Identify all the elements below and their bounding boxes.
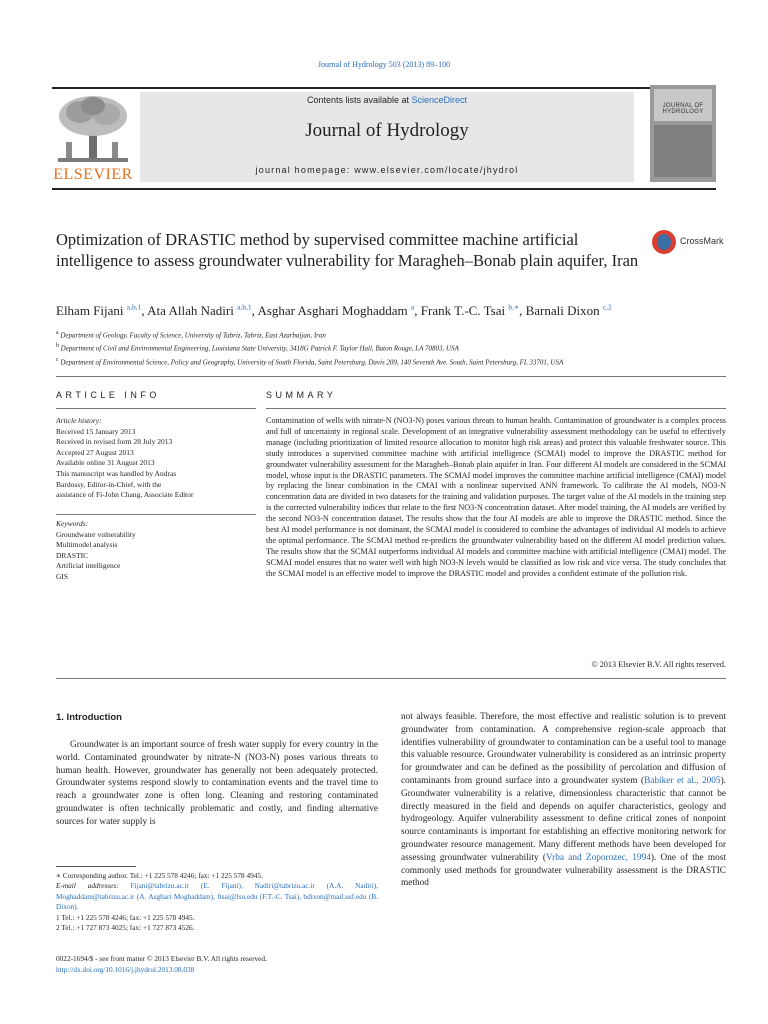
contents-prefix: Contents lists available at xyxy=(306,95,412,105)
history-line: This manuscript was handled by Andras xyxy=(56,468,177,478)
keywords xyxy=(56,519,256,583)
col2-text: not always feasible. Therefore, the most effective and realistic solution is to prevent groundwater from contamination. A comprehensive region-scale approach that identifies vulnerability of groundwater to contamination can be a useful tool to manage this valuable resource. Groundwater vulnerability is considered as an intrinsic property for groundwater and can be defined as the possibility of percolation and diffusion of contaminants from ground surface into a groundwater system ( xyxy=(401,712,726,786)
keyword: Groundwater vulnerability xyxy=(56,529,136,539)
summary-heading: SUMMARY xyxy=(266,390,337,400)
history-line: Accepted 27 August 2013 xyxy=(56,447,134,457)
crossmark-label: CrossMark xyxy=(680,236,724,246)
author-3: Asghar Asghari Moghaddam $^a$, xyxy=(257,303,421,319)
keyword: Multimodel analysis xyxy=(56,540,118,550)
history-line: Received 15 January 2013 xyxy=(56,426,136,436)
affiliations xyxy=(56,328,726,368)
sciencedirect-link[interactable]: ScienceDirect xyxy=(411,95,468,105)
header-bottom-rule xyxy=(52,188,716,190)
body-column-2 xyxy=(401,711,726,890)
journal-citation[interactable]: Journal of Hydrology 503 (2013) 89–100 xyxy=(317,60,451,69)
footnote-1: 1 Tel.: +1 225 578 4246; fax: +1 225 578 4945. xyxy=(56,912,195,922)
footnotes xyxy=(56,871,378,933)
crossmark-icon xyxy=(652,230,676,254)
corresponding-author-note: ∗ Corresponding author. Tel.: +1 225 578 4246; fax: +1 225 578 4945. xyxy=(56,871,263,880)
footnote-2: 2 Tel.: +1 727 873 4025; fax: +1 727 873 4526. xyxy=(56,923,195,933)
article-info-rule xyxy=(56,408,256,409)
history-line: Available online 31 August 2013 xyxy=(56,458,155,468)
history-line: Received in revised form 28 July 2013 xyxy=(56,437,173,447)
keyword: DRASTIC xyxy=(56,550,89,560)
article-history xyxy=(56,416,256,501)
history-line: assistance of Fi-John Chang, Associate Editor xyxy=(56,490,194,500)
keywords-label: Keywords: xyxy=(56,519,89,528)
affiliation-divider xyxy=(56,376,726,377)
section-heading-introduction: 1. Introduction xyxy=(56,712,122,723)
author-2: Ata Allah Nadiri $^{a,b,1}$, xyxy=(147,303,258,319)
affiliation-a: $^a$ Department of Geology, Faculty of Science, University of Tabriz, Tabriz, East Azarbaijan, Iran xyxy=(56,330,326,340)
publisher-logo-text: ELSEVIER xyxy=(53,166,133,183)
email-list[interactable]: Fijani@tabrizu.ac.ir (E. Fijani), Nadiri@tabrizu.ac.ir (A.A. Nadiri), Moghaddam@tabrizu.ac.ir (A. Asghari Moghaddam), ftsai@lsu.edu (F.T.-C. Tsai), bdixon@mail.usf.edu (B. Dixon). xyxy=(56,881,379,912)
article-info-heading: ARTICLE INFO xyxy=(56,390,160,400)
history-label: Article history: xyxy=(56,416,102,425)
citation-link[interactable]: Babiker et al., 2005 xyxy=(644,775,721,786)
author-1: Elham Fijani $^{a,b,1}$, xyxy=(56,303,148,319)
affiliation-c: $^c$ Department of Environmental Science, Policy and Geography, University of South Florida, Saint Petersburg, Davis 209, 140 Seventh Ave. South, Saint Petersburg, FL 33701, USA xyxy=(56,356,564,366)
issn-line: 0022-1694/$ - see front matter © 2013 Elsevier B.V. All rights reserved. xyxy=(56,954,267,963)
author-list xyxy=(56,303,726,319)
affiliation-b: $^b$ Department of Civil and Environmental Engineering, Louisiana State University, 3418G Patrick F. Taylor Hall, Baton Rouge, LA 70803, USA xyxy=(56,343,459,353)
author-4: Frank T.-C. Tsai $^{b,∗}$, xyxy=(420,303,526,319)
citation-link[interactable]: Vrba and Zoporozec, 1994 xyxy=(545,852,651,863)
col2-text: ). One of the most commonly used methods for groundwater vulnerability assessment is the DRASTIC method xyxy=(401,852,727,889)
crossmark-badge[interactable] xyxy=(652,230,732,258)
keyword: GIS xyxy=(56,571,69,581)
summary-rule xyxy=(266,408,726,409)
cover-body xyxy=(654,125,712,177)
issn-block xyxy=(56,953,378,975)
keyword: Artificial intelligence xyxy=(56,561,121,571)
col2-text: ). Groundwater vulnerability is a relative, dimensionless characteristic that cannot be directly measured in the field and depends on aquifer characteristics, geology and hydrogeology. Aquifer vulnerability assessment to define critical zones of nonpoint source contaminants is important for establishing an effective monitoring network for groundwater resource management. Many different methods have been developed for assessing groundwater vulnerability ( xyxy=(401,775,726,863)
author-5: Barnali Dixon $^{c,2}$ xyxy=(525,303,612,319)
summary-bottom-rule xyxy=(56,678,726,679)
footnote-rule xyxy=(56,866,136,867)
body-column-1: Groundwater is an important source of fresh water supply for every country in the world. Contaminated groundwater by nitrate-N (NO3-N) poses various threats to human health. However, groundwater has generally not been adequately protected. Groundwater systems respond slowly to contamination events and the travel time to reach a groundwater zone is often long. Cleaning and restoring contaminated groundwater is often technically problematic and costly, and finding alternative sources for water supply is xyxy=(56,740,378,827)
doi-link[interactable]: http://dx.doi.org/10.1016/j.jhydrol.2013.08.038 xyxy=(56,965,195,974)
journal-homepage[interactable]: journal homepage: www.elsevier.com/locate/jhydrol xyxy=(255,165,519,175)
abstract-text: Contamination of wells with nitrate-N (NO3-N) poses various threats to human health. Contamination of groundwater is a complex process and full of uncertainty in regional scale. Development of an integrative vulnerability assessment methodology can be useful to effectively manage (including prioritization of limited resource allocation to monitor high risk areas) and protect this valuable freshwater source. This study introduces a supervised committee machine with artificial intelligence (SCMAI) model to improve the DRASTIC method for groundwater vulnerability assessment for the Maragheh–Bonab plain aquifer in Iran. Four different AI models are considered in the SCMAI model, whose input is the DRASTIC parameters. The SCMAI model improves the committee machine artificial intelligence (CMAI) model by replacing the linear combination in the CMAI with a nonlinear supervised ANN framework. To calibrate the AI models, NO3-N concentration data are divided in two datasets for the training and validation purposes. The target value of the AI models in the training step is the corrected vulnerability indices that relate to the first NO3-N concentration dataset. After model training, the AI models are verified by the second NO3-N concentration dataset. The results show that the four AI models are able to improve the DRASTIC method. Since the best AI model performance is not dominant, the SCMAI model is considered to combine the advantages of individual AI models to achieve the optimal performance. The SCMAI method re-predicts the groundwater vulnerability based on the different AI model prediction values. The results show that the SCMAI outperforms individual AI models and committee machine with artificial intelligence (CMAI) model. The SCMAI model ensures that no water well with high NO3-N levels would be classified as low risk and vice versa. The study concludes that the SCMAI model is an effective model to improve the DRASTIC model and provides a confident estimate of the pollution risk. xyxy=(266,416,726,578)
history-line: Bardossy, Editor-in-Chief, with the xyxy=(56,479,162,489)
keywords-rule xyxy=(56,514,256,515)
cover-title: JOURNAL OF HYDROLOGY xyxy=(662,103,704,115)
header-top-rule xyxy=(52,87,716,89)
abstract-copyright: © 2013 Elsevier B.V. All rights reserved. xyxy=(591,660,726,669)
article-title: Optimization of DRASTIC method by supervised committee machine artificial intelligence to assess groundwater vulnerability for Maragheh–Bonab plain aquifer, Iran xyxy=(56,230,639,270)
journal-cover-image xyxy=(650,85,716,182)
email-addresses: E-mail addresses: Fijani@tabrizu.ac.ir (E. Fijani), Nadiri@tabrizu.ac.ir (A.A. Nadiri), Moghaddam@tabrizu.ac.ir (A. Asghari Moghaddam), ftsai@lsu.edu (F.T.-C. Tsai), bdixon@mail.usf.edu (B. Dixon). xyxy=(56,881,379,912)
journal-title: Journal of Hydrology xyxy=(305,120,469,141)
contents-line xyxy=(140,95,634,105)
